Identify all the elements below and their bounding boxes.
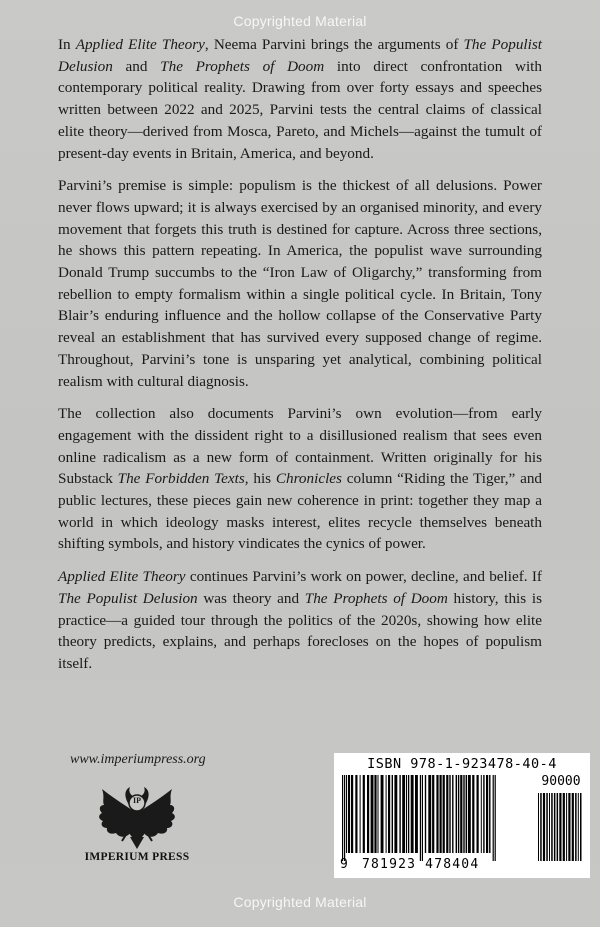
blurb-text: [58, 34, 542, 686]
ean13-bars: [340, 775, 530, 861]
copyright-watermark-top: Copyrighted Material: [233, 13, 367, 29]
isbn-label: ISBN 978-1-923478-40-4: [367, 756, 557, 772]
blurb-paragraph-3: The collection also documents Parvini’s own evolution—from early engagement with the dissident right to a disillusioned realism that sees even online radicalism as a new form of containment. Written originally for his Substack The Forbidden Texts, his Chronicles column “Riding the Tiger,” and public lectures, these pieces gain new coherence in print: together they map a world in which ideology masks interest, elites recycle themselves beneath shifting symbols, and history vindicates the cynics of power.: [58, 405, 543, 553]
emblem-initials: IP: [133, 796, 141, 805]
addon-number: 90000: [535, 774, 587, 789]
double-headed-eagle-icon: [72, 783, 202, 853]
blurb-paragraph-4: Applied Elite Theory continues Parvini’s work on power, decline, and belief. If The Populist Delusion was theory and The Prophets of Doom history, this is practice—a guided tour through the politics of the 2020s, showing how elite theory predicts, explains, and perhaps forecloses on the hopes of populism itself.: [58, 568, 542, 672]
blurb-paragraph-1: In Applied Elite Theory, Neema Parvini brings the arguments of The Populist Delusion and The Prophets of Doom into direct confrontation with contemporary political reality. Drawing from over forty essays and speeches written between 2022 and 2025, Parvini tests the central claims of classical elite theory—derived from Mosca, Pareto, and Michels—against the tumult of present-day events in Britain, America, and beyond.: [58, 36, 542, 162]
publisher-name: IMPERIUM PRESS: [84, 851, 190, 863]
barcode-lead-digit: 9: [340, 857, 348, 872]
copyright-watermark-bottom: Copyrighted Material: [233, 894, 367, 910]
isbn-barcode: [334, 753, 590, 878]
barcode-main-digits: 781923 478404: [362, 857, 480, 872]
blurb-paragraph-2: Parvini’s premise is simple: populism is the thickest of all delusions. Power never flows upward; it is always exercised by an organised minority, and every movement that forgets this truth is destined for capture. Across three sections, he shows this pattern repeating. In America, the populist wave surrounding Donald Trump succumbs to the “Iron Law of Oligarchy,” transforming from rebellion to empty formalism within a single political cycle. In Britain, Tony Blair’s enduring influence and the hollow collapse of the Conservative Party reveal an establishment that has survived every supposed change of regime. Throughout, Parvini’s tone is unsparing yet analytical, combining political realism with cultural diagnosis.: [58, 177, 542, 390]
publisher-website[interactable]: www.imperiumpress.org: [70, 752, 206, 767]
